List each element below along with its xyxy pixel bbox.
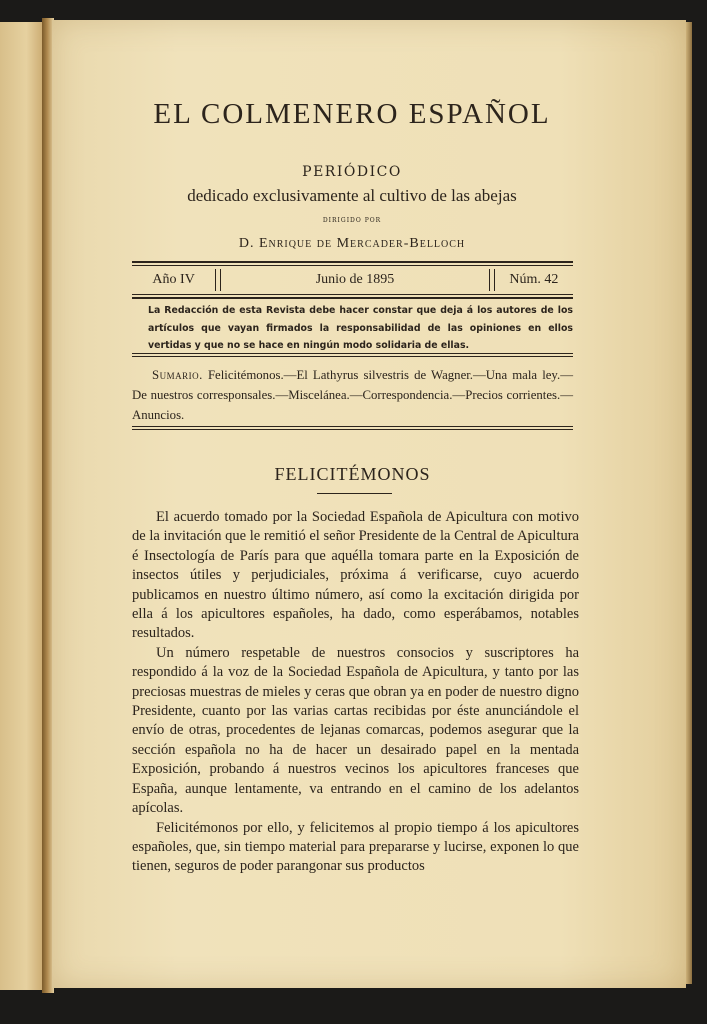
notice-rule-1 bbox=[132, 353, 573, 354]
issue-bottom-rule-thick bbox=[132, 297, 573, 299]
summary-rule-2 bbox=[132, 429, 573, 430]
editorial-notice bbox=[132, 302, 573, 355]
issue-date: Junio de 1895 bbox=[315, 272, 395, 287]
summary bbox=[132, 365, 573, 425]
director-name: D. Enrique de Mercader-Belloch bbox=[238, 236, 466, 251]
article-paragraph: Un número respetable de nuestros consocios y suscriptores ha respondido á la voz de la Sociedad Española de Apicultura, y tanto por las preciosas muestras de mieles y ceras que obran ya en poder de nuestro digno Presidente, cuanto por las varias cartas recibidas por éste anunciándole el envío de otras, procedentes de lejanas comarcas, podemos asegurar que la sección española no ha de hacer un desairado papel en la mentada Exposición, probando á nuestros vecinos los apicultores franceses que España, aunque lentamente, va entrando en el camino de los adelantos apícolas. bbox=[132, 644, 579, 817]
journal-subtitle: PERIÓDICO bbox=[302, 164, 402, 180]
journal-dedication: dedicado exclusivamente al cultivo de las abejas bbox=[187, 186, 517, 205]
issue-bar bbox=[132, 268, 573, 292]
issue-number: Núm. 42 bbox=[509, 272, 559, 287]
summary-text: Felicitémonos.—El Lathyrus silvestris de Wagner.—Una mala ley.—De nuestros corresponsales.—Miscelánea.—Correspondencia.—Precios corrientes.—Anuncios. bbox=[132, 368, 573, 422]
facing-page-edge bbox=[0, 22, 44, 990]
right-page-edge bbox=[686, 22, 692, 984]
notice-rule-2 bbox=[132, 356, 573, 357]
summary-rule-1 bbox=[132, 426, 573, 427]
article-body bbox=[132, 508, 579, 877]
issue-year: Año IV bbox=[152, 272, 195, 287]
issue-bottom-rule-thin bbox=[132, 294, 573, 295]
top-rule-thin bbox=[132, 265, 573, 266]
journal-title: EL COLMENERO ESPAÑOL bbox=[153, 98, 551, 130]
article-title-rule bbox=[317, 493, 392, 494]
article-paragraph: Felicitémonos por ello, y felicitemos al propio tiempo á los apicultores españoles, que, sin tiempo material para prepararse y lucirse, exponen lo que tienen, seguros de poder parangonar sus productos bbox=[132, 819, 579, 875]
top-rule-thick bbox=[132, 261, 573, 263]
article-title: FELICITÉMONOS bbox=[274, 464, 431, 484]
article-paragraph: El acuerdo tomado por la Sociedad Española de Apicultura con motivo de la invitación que le remitió el señor Presidente de la Central de Apicultura é Insectología de París para que aquélla tomara parte en la Exposición de insectos útiles y perjudiciales, próxima á verificarse, cuyo acuerdo publicamos en nuestro último número, así como la excitación dirigida por ella á los apicultores españoles, ha dado, como esperábamos, notables resultados. bbox=[132, 509, 579, 642]
director-label: DIRIGIDO POR bbox=[322, 217, 382, 224]
summary-label: Sumario. bbox=[152, 368, 203, 382]
editorial-notice-text: La Redacción de esta Revista debe hacer constar que deja á los autores de los artículos que vayan firmados la responsabilidad de las opiniones en ellos vertidas y que no se hace en ningún modo solidaria de ellas. bbox=[148, 305, 573, 351]
document-page bbox=[52, 20, 686, 988]
